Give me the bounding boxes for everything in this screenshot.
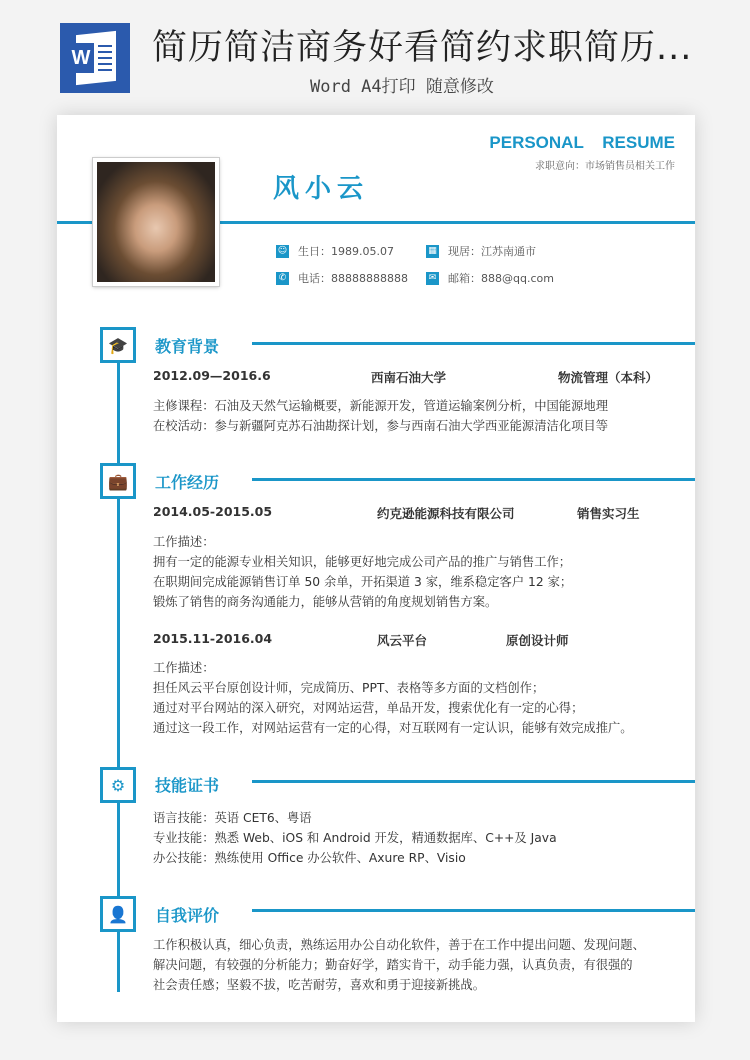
- job-role: 原创设计师: [506, 633, 569, 648]
- info-text: 邮箱：888@qq.com: [448, 272, 554, 285]
- briefcase-icon: 💼: [108, 471, 128, 491]
- skills-details: [153, 808, 557, 868]
- candidate-name: 风小云: [273, 174, 370, 204]
- info-email: [426, 270, 554, 286]
- info-birthday: [276, 243, 394, 259]
- info-text: 生日：1989.05.07: [298, 245, 394, 258]
- section-divider: [252, 478, 695, 481]
- text-line: 拥有一定的能源专业相关知识，能够更好地完成公司产品的推广与销售工作；: [153, 555, 572, 569]
- work-section-icon: [100, 463, 136, 499]
- word-letter: W: [68, 43, 94, 73]
- text-line: 在校活动：参与新疆阿克苏石油勘探计划，参与西南石油大学西亚能源清洁化项目等: [153, 419, 608, 433]
- info-phone: [276, 270, 408, 286]
- job-details: [153, 658, 633, 738]
- person-icon: ☺: [277, 245, 288, 256]
- person-icon: 👤: [108, 904, 128, 924]
- section-divider: [252, 909, 695, 912]
- job-company: 风云平台: [377, 633, 428, 648]
- timeline-line: [117, 340, 120, 992]
- edu-school: 西南石油大学: [371, 370, 447, 385]
- text-line: 通过对平台网站的深入研究，对网站运营，单品开发，搜索优化有一定的心得；: [153, 701, 584, 715]
- page-subtitle: Word A4打印 随意修改: [310, 77, 494, 97]
- self-section-icon: [100, 896, 136, 932]
- education-details: [153, 396, 608, 436]
- text-line: 办公技能：熟练使用 Office 办公软件、Axure RP、Visio: [153, 851, 466, 865]
- gear-icon: ⚙: [110, 775, 126, 795]
- word-logo: [60, 23, 130, 93]
- text-line: 工作积极认真，细心负责，熟练运用办公自动化软件，善于在工作中提出问题、发现问题、: [153, 938, 645, 952]
- text-line: 专业技能：熟悉 Web、iOS 和 Android 开发，精通数据库、C++及 Java: [153, 831, 557, 845]
- text-line: 工作描述：: [153, 661, 215, 675]
- text-line: 在职期间完成能源销售订单 50 余单，开拓渠道 3 家，维系稳定客户 12 家；: [153, 575, 573, 589]
- text-line: 解决问题，有较强的分析能力；勤奋好学，踏实肯干，动手能力强，认真负责，有很强的: [153, 958, 633, 972]
- text-line: 锻炼了销售的商务沟通能力，能够从营销的角度规划销售方案。: [153, 595, 498, 609]
- self-details: [153, 935, 645, 995]
- skills-heading: 技能证书: [155, 776, 220, 795]
- job-intent: 求职意向：市场销售员相关工作: [535, 161, 675, 172]
- graduation-cap-icon: 🎓: [108, 335, 128, 355]
- text-line: 担任风云平台原创设计师，完成简历、PPT、表格等多方面的文档创作；: [153, 681, 545, 695]
- text-line: 社会责任感；坚毅不拔，吃苦耐劳，喜欢和勇于迎接新挑战。: [153, 978, 486, 992]
- profile-photo: [93, 158, 219, 286]
- section-divider: [252, 780, 695, 783]
- mail-icon: ✉: [426, 272, 439, 285]
- job-company: 约克逊能源科技有限公司: [377, 506, 515, 521]
- text-line: 工作描述：: [153, 535, 215, 549]
- education-heading: 教育背景: [155, 337, 220, 356]
- self-heading: 自我评价: [155, 906, 220, 925]
- info-text: 电话：88888888888: [298, 272, 408, 285]
- text-line: 主修课程：石油及天然气运输概要，新能源开发，管道运输案例分析，中国能源地理: [153, 399, 608, 413]
- page-title: 简历简洁商务好看简约求职简历...: [152, 28, 693, 68]
- personal-resume-label: PERSONAL RESUME: [489, 133, 675, 152]
- skills-section-icon: [100, 767, 136, 803]
- job-date: 2014.05-2015.05: [153, 504, 273, 519]
- info-text: 现居：江苏南通市: [448, 245, 536, 258]
- section-divider: [252, 342, 695, 345]
- education-section-icon: [100, 327, 136, 363]
- work-heading: 工作经历: [155, 473, 220, 492]
- edu-date: 2012.09—2016.6: [153, 368, 271, 383]
- text-line: 语言技能：英语 CET6、粤语: [153, 811, 312, 825]
- job-date: 2015.11-2016.04: [153, 631, 273, 646]
- job-details: [153, 532, 572, 612]
- phone-icon: ✆: [276, 272, 289, 285]
- text-line: 通过这一段工作，对网站运营有一定的心得，对互联网有一定认识，能够有效完成推广。: [153, 721, 633, 735]
- info-residence: [426, 243, 536, 259]
- job-role: 销售实习生: [577, 506, 640, 521]
- edu-major: 物流管理（本科）: [558, 370, 659, 385]
- building-icon: ▦: [426, 245, 439, 258]
